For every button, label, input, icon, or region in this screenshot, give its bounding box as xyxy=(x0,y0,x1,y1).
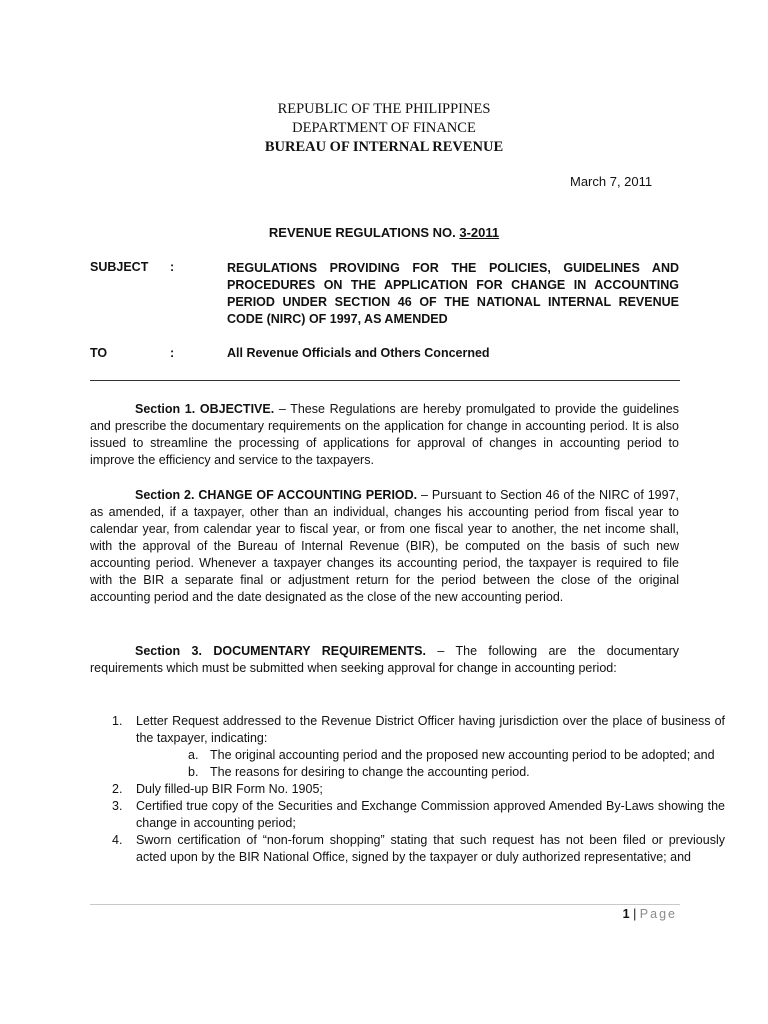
list-item-number: 1. xyxy=(112,714,123,728)
section-3 xyxy=(90,643,679,677)
sub-list-item-letter: a. xyxy=(188,748,199,762)
sub-list-item-text: The original accounting period and the proposed new accounting period to be adopted; and xyxy=(210,748,715,762)
subject-colon: : xyxy=(170,260,175,274)
section-2 xyxy=(90,487,679,606)
section-1-body: – These Regulations are hereby promulgated to provide the guidelines and prescribe the documentary requirements on the application for change in accounting period. It is also issued to streamline the processing of applications for approval of changes in accounting period to improve the efficiency and service to the taxpayers. xyxy=(90,402,679,467)
section-1-heading: Section 1. OBJECTIVE. xyxy=(135,402,275,416)
list-item-text: Certified true copy of the Securities and Exchange Commission approved Amended By-Laws showing the change in accounting period; xyxy=(136,799,725,830)
subject-text: REGULATIONS PROVIDING FOR THE POLICIES, GUIDELINES AND PROCEDURES ON THE APPLICATION FOR CHANGE IN ACCOUNTING PERIOD UNDER SECTION 46 OF THE NATIONAL INTERNAL REVENUE CODE (NIRC) OF 1997, AS AMENDED xyxy=(227,261,679,326)
page-footer xyxy=(623,907,677,921)
list-item-number: 4. xyxy=(112,833,123,847)
list-item-text: Letter Request addressed to the Revenue District Officer having jurisdiction over the place of business of the taxpayer, indicating: xyxy=(136,714,725,745)
sub-list xyxy=(136,747,725,781)
page-word: Page xyxy=(639,907,677,921)
to-text: All Revenue Officials and Others Concerned xyxy=(227,346,490,360)
list-item xyxy=(112,798,725,832)
list-item xyxy=(112,832,725,866)
list-item xyxy=(112,713,725,781)
footer-divider xyxy=(90,904,680,905)
list-item-number: 3. xyxy=(112,799,123,813)
section-3-heading: Section 3. DOCUMENTARY REQUIREMENTS. xyxy=(135,644,426,658)
sub-list-item xyxy=(188,764,725,781)
list-item-text: Duly filled-up BIR Form No. 1905; xyxy=(136,782,323,796)
to-colon: : xyxy=(170,346,175,360)
header-department: DEPARTMENT OF FINANCE xyxy=(292,120,476,136)
header-bureau: BUREAU OF INTERNAL REVENUE xyxy=(264,139,504,155)
regulation-title xyxy=(0,225,768,240)
subject-label: SUBJECT xyxy=(90,260,149,274)
section-1 xyxy=(90,401,679,469)
sub-list-item-text: The reasons for desiring to change the accounting period. xyxy=(210,765,530,779)
section-2-heading: Section 2. CHANGE OF ACCOUNTING PERIOD. xyxy=(135,488,418,502)
section-2-body: – Pursuant to Section 46 of the NIRC of 1997, as amended, if a taxpayer, other than an individual, changes his accounting period from fiscal year to calendar year, from calendar year to fiscal year, or from one fiscal year to another, the net income shall, with the approval of the Bureau of Internal Revenue (BIR), be computed on the basis of such new accounting period. Whenever a taxpayer changes its accounting period, the taxpayer is required to file with the BIR a separate final or adjustment return for the period between the close of the original accounting period and the date designated as the close of the new accounting period. xyxy=(90,488,680,604)
regulation-prefix: REVENUE REGULATIONS NO. xyxy=(268,225,460,240)
page-number: 1 xyxy=(622,907,630,921)
section-3-body: – The following are the documentary requirements which must be submitted when seeking approval for change in accounting period: xyxy=(90,644,679,675)
list-item xyxy=(112,781,725,798)
document-date: March 7, 2011 xyxy=(570,174,653,189)
regulation-number: 3-2011 xyxy=(459,225,500,240)
list-item-number: 2. xyxy=(112,782,123,796)
header-republic: REPUBLIC OF THE PHILIPPINES xyxy=(277,101,491,117)
to-label: TO xyxy=(90,346,108,360)
list-item-text: Sworn certification of “non-forum shopping” stating that such request has not been filed or previously acted upon by the BIR National Office, signed by the taxpayer or duly authorized representative; and xyxy=(136,833,725,864)
page-separator: | xyxy=(629,907,640,921)
sub-list-item xyxy=(188,747,725,764)
sub-list-item-letter: b. xyxy=(188,765,199,779)
requirements-list xyxy=(90,713,725,866)
header-divider xyxy=(90,380,680,381)
